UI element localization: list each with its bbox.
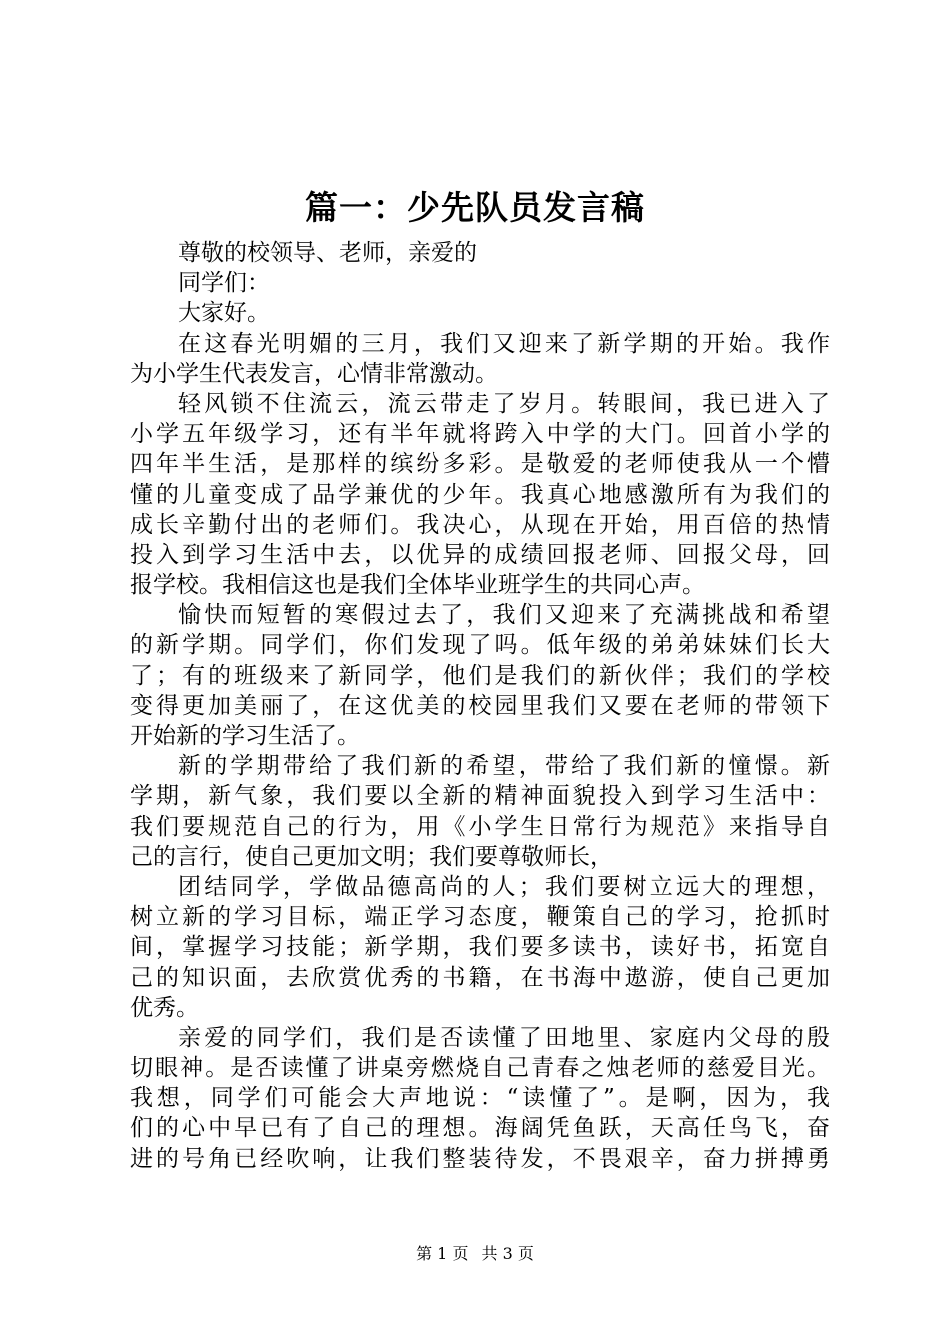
text-line: 为小学生代表发言，心情非常激动。 [130,360,498,387]
text-line: 己的言行，使自己更加文明；我们要尊敬师长， [130,843,613,870]
text-line: 开始新的学习生活了。 [130,723,360,749]
text-line: 变得更加美丽了，在这优美的校园里我们又要在老师的带领下 [130,692,830,719]
text-line: 己的知识面，去欣赏优秀的书籍，在书海中遨游，使自己更加 [130,964,830,991]
text-line: 团结同学，学做品德高尚的人；我们要树立远大的理想， [178,873,830,900]
page-title: 篇一：少先队员发言稿 [305,188,645,227]
text-line: 亲爱的同学们，我们是否读懂了田地里、家庭内父母的殷 [178,1024,830,1051]
text-line: 同学们： [178,270,270,297]
page-total: 共 3 页 [481,1244,534,1263]
text-line: 新的学期带给了我们新的希望，带给了我们新的憧憬。新 [178,753,830,780]
text-line: 四年半生活，是那样的缤纷多彩。是敬爱的老师使我从一个懵 [130,451,830,478]
page-footer [0,1244,950,1264]
page-number: 第 1 页 [416,1244,469,1263]
text-line: 小学五年级学习，还有半年就将跨入中学的大门。回首小学的 [130,421,830,448]
text-line: 间，掌握学习技能；新学期，我们要多读书，读好书，拓宽自 [130,934,830,961]
text-line: 轻风锁不住流云，流云带走了岁月。转眼间，我已进入了 [178,390,830,417]
text-line: 愉快而短暂的寒假过去了，我们又迎来了充满挑战和希望 [178,602,830,629]
text-line: 学期，新气象，我们要以全新的精神面貌投入到学习生活中： [130,783,830,810]
text-line: 我们要规范自己的行为，用《小学生日常行为规范》来指导自 [130,813,830,840]
text-line: 们的心中早已有了自己的理想。海阔凭鱼跃，天高任鸟飞，奋 [130,1115,830,1142]
text-line: 进的号角已经吹响，让我们整装待发，不畏艰辛，奋力拼搏勇 [130,1145,830,1172]
text-line: 大家好。 [178,300,270,327]
document-body [130,238,830,1174]
text-line: 投入到学习生活中去，以优异的成绩回报老师、回报父母，回 [130,541,830,568]
text-line: 优秀。 [130,994,199,1021]
text-line: 懂的儿童变成了品学兼优的少年。我真心地感激所有为我们的 [130,481,830,508]
text-line: 报学校。我相信这也是我们全体毕业班学生的共同心声。 [130,572,705,599]
text-line: 尊敬的校领导、老师，亲爱的 [178,240,477,266]
text-line: 树立新的学习目标，端正学习态度，鞭策自己的学习，抢抓时 [130,904,830,931]
text-line: 在这春光明媚的三月，我们又迎来了新学期的开始。我作 [178,330,830,357]
text-line: 我想，同学们可能会大声地说：“读懂了”。是啊，因为，我 [130,1085,830,1112]
text-line: 的新学期。同学们，你们发现了吗。低年级的弟弟妹妹们长大 [130,632,830,659]
text-line: 切眼神。是否读懂了讲桌旁燃烧自己青春之烛老师的慈爱目光。 [130,1055,830,1082]
text-line: 了；有的班级来了新同学，他们是我们的新伙伴；我们的学校 [130,662,830,689]
text-line: 成长辛勤付出的老师们。我决心，从现在开始，用百倍的热情 [130,511,830,538]
